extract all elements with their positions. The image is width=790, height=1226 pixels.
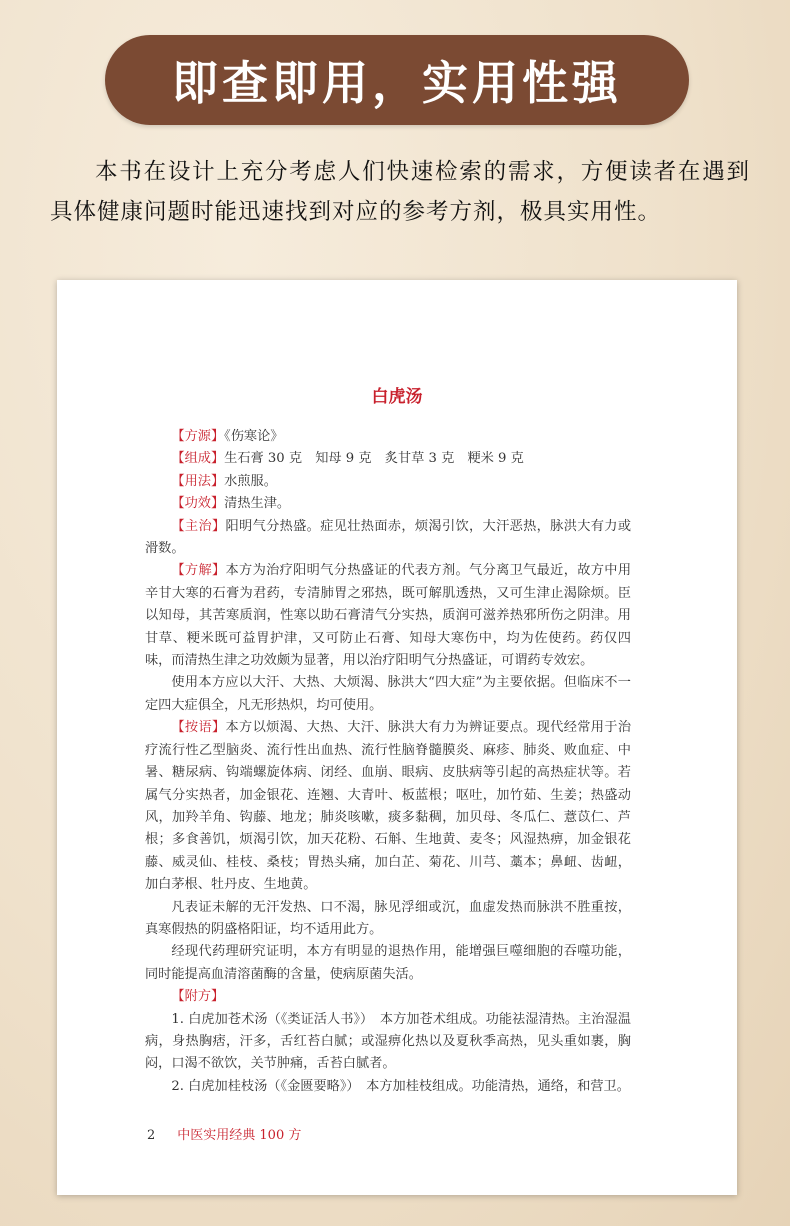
page-title: 白虎汤 — [371, 387, 423, 407]
section-label: 【方源】 — [171, 429, 225, 444]
paragraph — [145, 426, 631, 448]
paragraph-text: 2. 白虎加桂枝汤（《金匮要略》） 本方加桂枝组成。功能清热，通络，和营卫。 — [171, 1078, 630, 1094]
paragraph — [145, 560, 631, 672]
paragraph-text: 阳明气分热盛。症见壮热面赤，烦渴引饮，大汗恶热，脉洪大有力或滑数。 — [145, 518, 632, 557]
paragraph — [145, 717, 631, 896]
paragraph — [145, 897, 631, 942]
paragraph — [145, 941, 631, 986]
book-page — [57, 280, 737, 1195]
paragraph — [145, 471, 631, 493]
section-label: 【按语】 — [171, 720, 226, 736]
paragraph-text: 经现代药理研究证明，本方有明显的退热作用，能增强巨噬细胞的吞噬功能，同时能提高血清溶菌酶的含量，使病原菌失活。 — [145, 944, 631, 982]
paragraph-text: 《伤寒论》 — [224, 429, 284, 444]
page-footer — [147, 1124, 301, 1143]
section-label: 【用法】 — [171, 473, 225, 489]
section-label: 【附方】 — [171, 989, 225, 1005]
paragraph — [145, 1076, 631, 1098]
section-label: 【组成】 — [171, 451, 225, 467]
paragraph-text: 本方为治疗阳明气分热盛证的代表方剂。气分离卫气最近，故方中用辛甘大寒的石膏为君药，专清肺胃之邪热，既可解肌透热，又可生津止渴除烦。臣以知母，其苦寒质润，性寒以助石膏清气分实热，质润可滋养热邪所伤之阴津。用甘草、粳米既可益胃护津，又可防止石膏、知母大寒伤中，均为佐使药。药仅四味，而清热生津之功效颇为显著，用以治疗阳明气分热盛证，可谓药专效宏。 — [145, 563, 632, 669]
paragraph-text: 本方以烦渴、大热、大汗、脉洪大有力为辨证要点。现代经常用于治疗流行性乙型脑炎、流行性出血热、流行性脑脊髓膜炎、麻疹、肺炎、败血症、中暑、糖尿病、钩端螺旋体病、闭经、血崩、眼病、皮肤病等引起的高热症状等。若属气分实热者，加金银花、连翘、大青叶、板蓝根；呕吐，加竹茹、生姜；热盛动风，加羚羊角、钩藤、地龙；肺炎咳嗽，痰多黏稠，加贝母、冬瓜仁、薏苡仁、芦根；多食善饥，烦渴引饮，加天花粉、石斛、生地黄、麦冬；风湿热痹，加金银花藤、威灵仙、桂枝、桑枝；胃热头痛，加白芷、菊花、川芎、藁本；鼻衄、齿衄，加白茅根、牡丹皮、生地黄。 — [145, 720, 632, 893]
paragraph-text: 1. 白虎加苍术汤（《类证活人书》） 本方加苍术组成。功能祛湿清热。主治湿温病，身热胸痞，汗多，舌红苔白腻；或湿痹化热以及夏秋季高热，见头重如裹，胸闷，口渴不欲饮，关节肿痛，舌苔白腻者。 — [145, 1011, 631, 1072]
page-body — [145, 426, 631, 1098]
paragraph — [145, 1009, 631, 1076]
paragraph-text: 生石膏 30 克 知母 9 克 炙甘草 3 克 粳米 9 克 — [224, 451, 524, 467]
section-label: 【功效】 — [171, 496, 225, 512]
section-label: 【方解】 — [171, 563, 226, 579]
paragraph-text: 使用本方应以大汗、大热、大烦渴、脉洪大“四大症”为主要依据。但临床不一定四大症俱全，凡无形热炽，均可使用。 — [145, 675, 631, 713]
book-title: 中医实用经典 100 方 — [177, 1128, 302, 1143]
paragraph — [145, 493, 631, 515]
paragraph — [145, 672, 631, 717]
paragraph-text: 水煎服。 — [224, 473, 277, 489]
headline-banner — [105, 35, 689, 125]
paragraph — [145, 986, 631, 1008]
paragraph-text: 凡表证未解的无汗发热、口不渴，脉见浮细或沉，血虚发热而脉洪不胜重按，真寒假热的阴盛格阳证，均不适用此方。 — [145, 899, 631, 937]
intro-text: 本书在设计上充分考虑人们快速检索的需求，方便读者在遇到具体健康问题时能迅速找到对应的参考方剂，极具实用性。 — [50, 159, 750, 225]
headline-title: 即查即用，实用性强 — [172, 56, 622, 110]
page-number: 2 — [147, 1128, 156, 1143]
paragraph — [145, 448, 631, 470]
section-label: 【主治】 — [171, 518, 226, 534]
paragraph — [145, 516, 631, 561]
paragraph-text: 清热生津。 — [224, 496, 291, 512]
